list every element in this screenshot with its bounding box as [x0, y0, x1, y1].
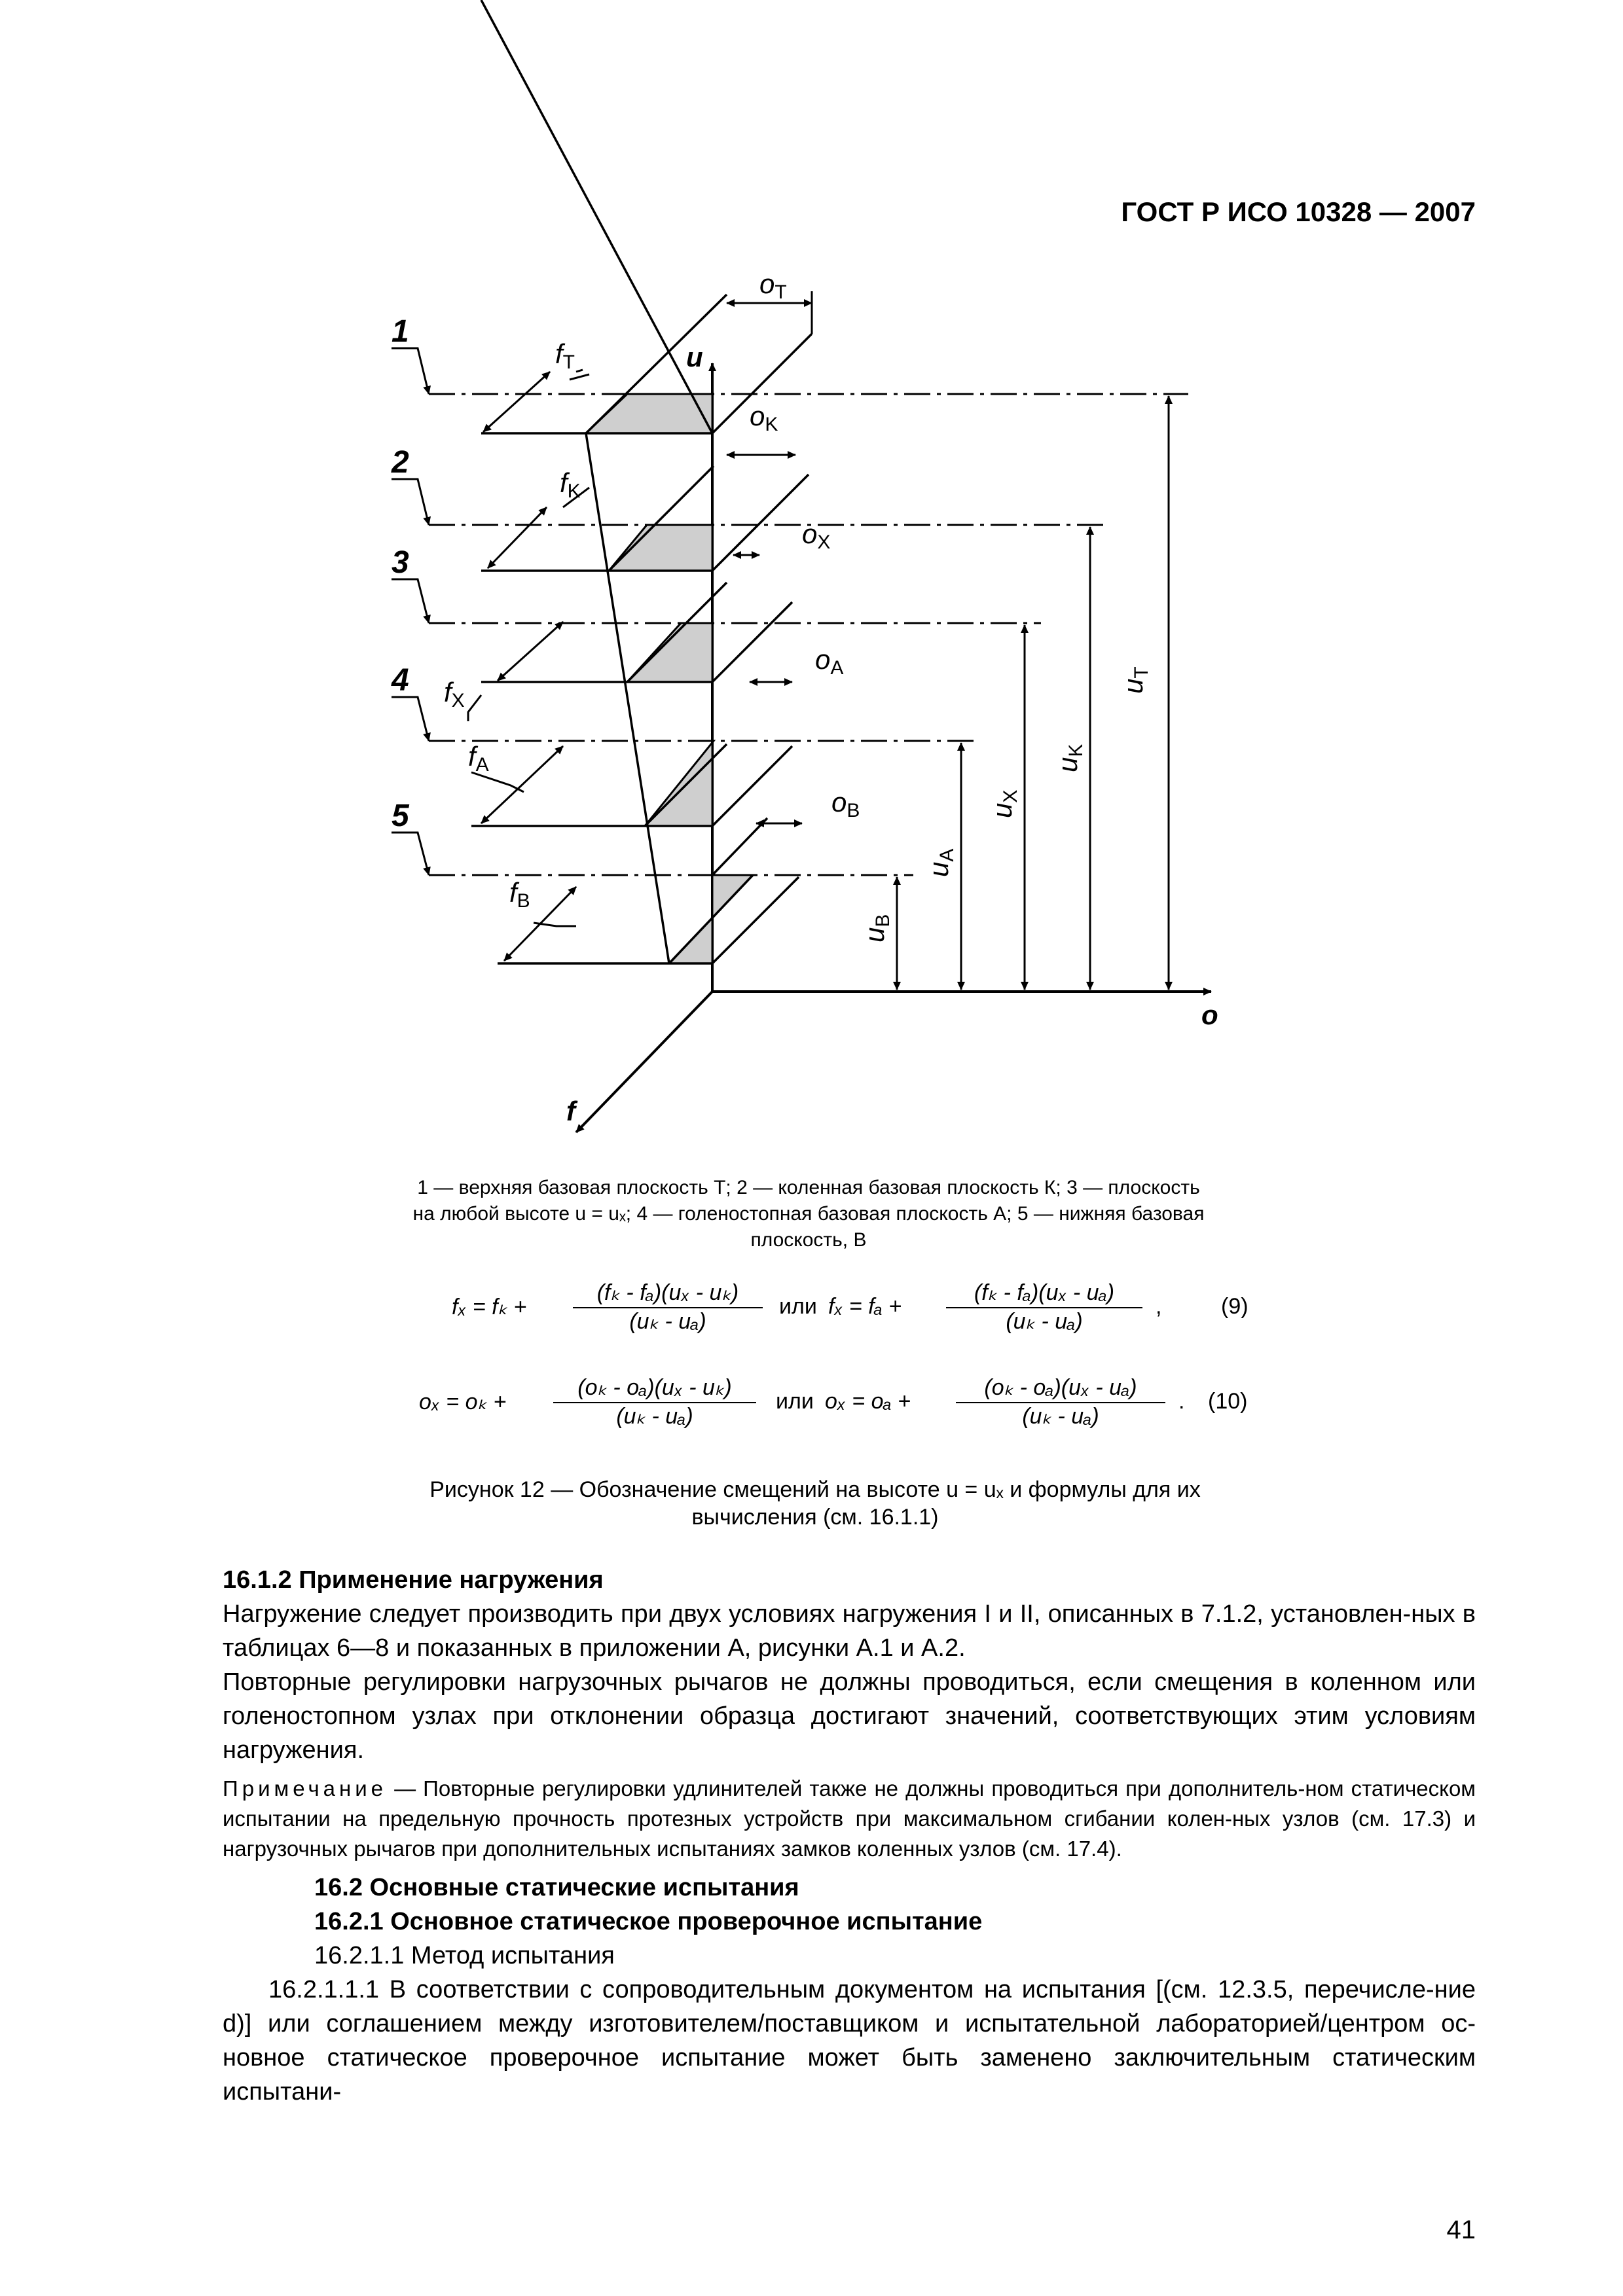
axis-u-label: u [686, 342, 703, 372]
paragraph-3: 16.2.1.1.1 В соответствии с сопроводительным документом на испытания [(см. 12.3.5, перечисле-ние d)] или соглашением между изготовителем/поставщиком и испытательной лабораторией/центром ос-новное статическое проверочное испытание может быть заменено заключительным статическим испытани- [223, 1976, 1476, 2106]
label-uX: uX [987, 789, 1021, 818]
label-oB: oB [831, 787, 860, 821]
svg-text:2: 2 [392, 445, 409, 480]
coordinate-axes [576, 363, 1211, 1132]
dimension-labels [444, 268, 860, 912]
note-paragraph: Примечание — Повторные регулировки удлинителей также не должны проводиться при дополнитель-ном статическом испытании на предельную прочность протезных устройств при максимальном сгибании колен-ных узлов (см. 17.3) и нагрузочных рычагов при дополнительных испытаниях замков коленных узлов (см. 17.4). [223, 1776, 1476, 1861]
heading-16-2-1: 16.2.1 Основное статическое проверочное испытание [314, 1908, 983, 1935]
heading-16-2: 16.2 Основные статические испытания [314, 1874, 799, 1901]
label-oA: oA [815, 644, 844, 679]
label-fA: fA [468, 741, 489, 776]
document-header: ГОСТ Р ИСО 10328 — 2007 [1121, 196, 1476, 227]
svg-text:3: 3 [392, 545, 409, 580]
label-fT: fT [555, 338, 575, 373]
heading-16-1-2: 16.1.2 Применение нагружения [223, 1566, 604, 1594]
formula-10: oₓ = oₖ + (oₖ - oₐ)(uₓ - uₖ) (uₖ - uₐ) или oₓ = oₐ + (oₖ - oₐ)(uₓ - uₐ) (uₖ - uₐ) . (10) [419, 1375, 1248, 1429]
body-text [223, 1563, 1476, 2109]
f-dimension-arrows [468, 370, 589, 961]
plane-outlines [471, 0, 812, 963]
svg-text:4: 4 [392, 663, 409, 698]
label-oX: oX [802, 518, 831, 553]
formula-9: fₓ = fₖ + (fₖ - fₐ)(uₓ - uₖ) (uₖ - uₐ) или fₓ = fₐ + (fₖ - fₐ)(uₓ - uₐ) (uₖ - uₐ) , (9) [452, 1280, 1249, 1334]
label-uA: uA [923, 848, 958, 877]
figure-caption: Рисунок 12 — Обозначение смещений на высоте u = uₓ и формулы для их вычисления (см. 16.1.1) [429, 1477, 1201, 1530]
plane-number-labels [391, 314, 410, 833]
label-uB: uB [859, 914, 894, 942]
svg-text:5: 5 [392, 798, 409, 833]
label-oT: oT [759, 268, 787, 303]
paragraph-2: Повторные регулировки нагрузочных рычагов не должны проводиться, если смещения в коленном или голеностопном узлах при отклонении образца достигают значений, соответствующих этим условиям нагружения. [223, 1668, 1476, 1764]
label-fX: fX [444, 677, 465, 711]
page-number: 41 [1446, 2215, 1476, 2244]
svg-text:1: 1 [392, 314, 409, 349]
heading-16-2-1-1: 16.2.1.1 Метод испытания [314, 1942, 615, 1969]
label-oK: oK [750, 401, 778, 435]
axis-o-label: o [1201, 999, 1218, 1030]
plane-level-lines [429, 394, 1188, 875]
shaded-planes [586, 394, 753, 963]
axis-f-label: f [566, 1096, 575, 1126]
label-uT: uT [1118, 666, 1152, 694]
label-uK: uK [1052, 744, 1087, 772]
label-fB: fB [509, 877, 530, 912]
paragraph-1: Нагружение следует производить при двух условиях нагружения I и II, описанных в 7.1.2, установлен-ных в таблицах 6—8 и показанных в приложении А, рисунки А.1 и А.2. [223, 1600, 1476, 1662]
o-dimension-arrows [727, 291, 812, 823]
u-labels-rotated [859, 666, 1152, 942]
label-fK: fK [560, 467, 581, 502]
figure-legend: 1 — верхняя базовая плоскость Т; 2 — коленная базовая плоскость К; 3 — плоскость на любой высоте u = uₓ; 4 — голеностопная базовая плоскость А; 5 — нижняя базовая плоскость, В [412, 1177, 1205, 1251]
